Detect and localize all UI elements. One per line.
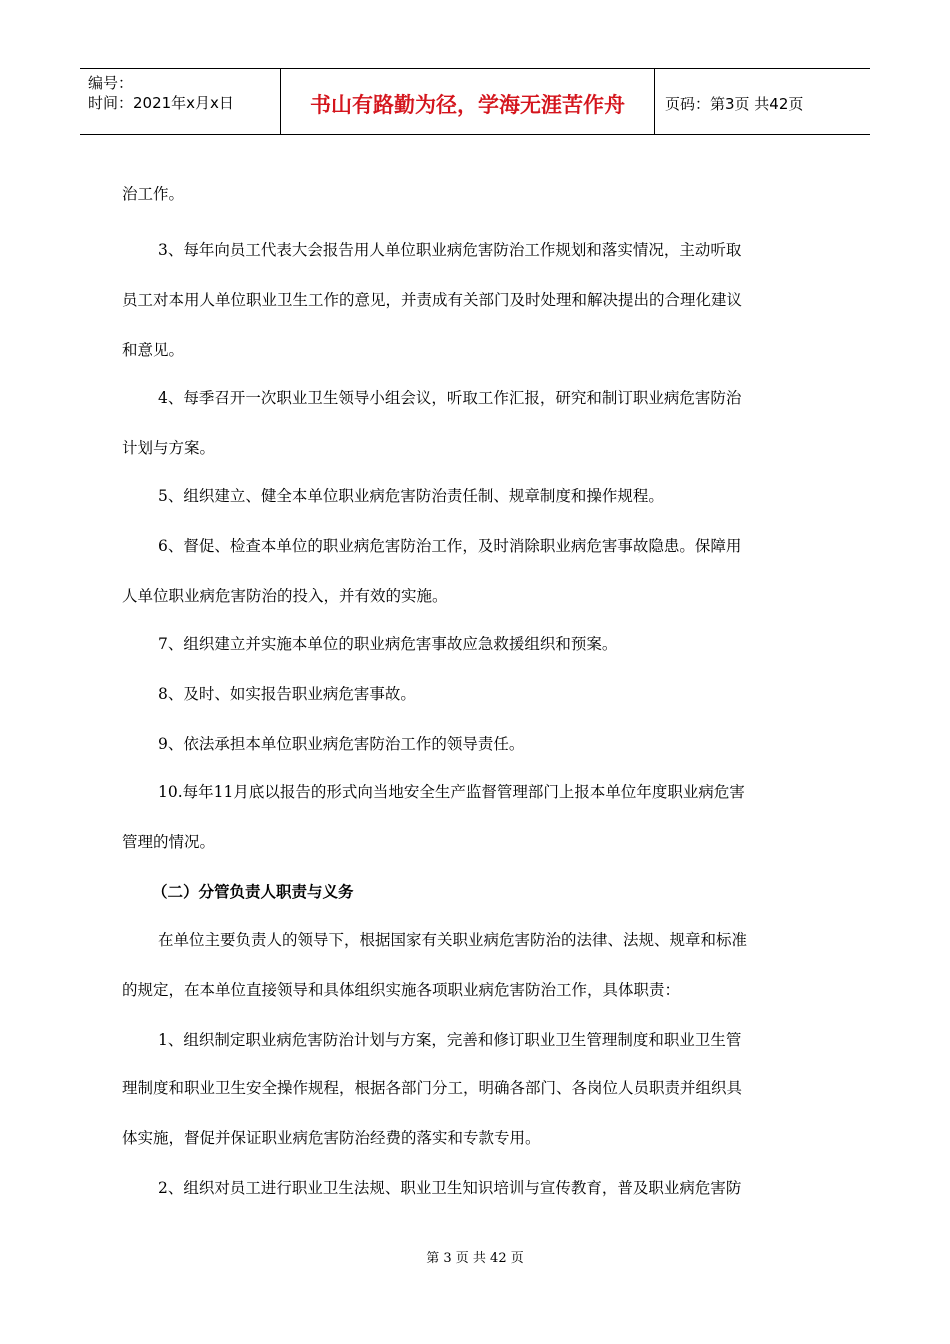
body-line: 3、每年向员工代表大会报告用人单位职业病危害防治工作规划和落实情况，主动听取 [158, 241, 742, 259]
body-line: 2、组织对员工进行职业卫生法规、职业卫生知识培训与宣传教育，普及职业病危害防 [158, 1179, 742, 1197]
body-line: 5、组织建立、健全本单位职业病危害防治责任制、规章制度和操作规程。 [158, 487, 664, 505]
body-line: 和意见。 [122, 341, 185, 359]
body-line: 治工作。 [122, 185, 185, 203]
section-heading: （二）分管负责人职责与义务 [152, 883, 354, 901]
body-line: 管理的情况。 [122, 833, 216, 851]
body-line: 的规定，在本单位直接领导和具体组织实施各项职业病危害防治工作，具体职责： [122, 981, 681, 999]
body-line: 6、督促、检查本单位的职业病危害防治工作，及时消除职业病危害事故隐患。保障用 [158, 537, 742, 555]
body-line: 体实施，督促并保证职业病危害防治经费的落实和专款专用。 [122, 1129, 541, 1147]
document-number-label: 编号： [88, 74, 134, 92]
body-line: 理制度和职业卫生安全操作规程，根据各部门分工，明确各部门、各岗位人员职责并组织具 [122, 1079, 743, 1097]
body-line: 计划与方案。 [122, 439, 216, 457]
body-line: 10.每年11月底以报告的形式向当地安全生产监督管理部门上报本单位年度职业病危害 [158, 783, 745, 801]
body-line: 员工对本用人单位职业卫生工作的意见，并责成有关部门及时处理和解决提出的合理化建议 [122, 291, 743, 309]
header-meta [80, 69, 281, 134]
body-line: 7、组织建立并实施本单位的职业病危害事故应急救援组织和预案。 [158, 635, 618, 653]
body-line: 8、及时、如实报告职业病危害事故。 [158, 685, 416, 703]
page-footer: 第 3 页 共 42 页 [426, 1251, 524, 1266]
page-header [80, 68, 870, 135]
header-page-info: 页码：第3页 共42页 [665, 95, 804, 113]
body-line: 在单位主要负责人的领导下，根据国家有关职业病危害防治的法律、法规、规章和标准 [158, 931, 748, 949]
body-line: 1、组织制定职业病危害防治计划与方案，完善和修订职业卫生管理制度和职业卫生管 [158, 1031, 742, 1049]
header-motto: 书山有路勤为径，学海无涯苦作舟 [281, 69, 655, 134]
body-line: 人单位职业病危害防治的投入，并有效的实施。 [122, 587, 448, 605]
body-line: 4、每季召开一次职业卫生领导小组会议，听取工作汇报，研究和制订职业病危害防治 [158, 389, 742, 407]
document-date-label: 时间：2021年x月x日 [88, 94, 234, 112]
body-line: 9、依法承担本单位职业病危害防治工作的领导责任。 [158, 735, 525, 753]
